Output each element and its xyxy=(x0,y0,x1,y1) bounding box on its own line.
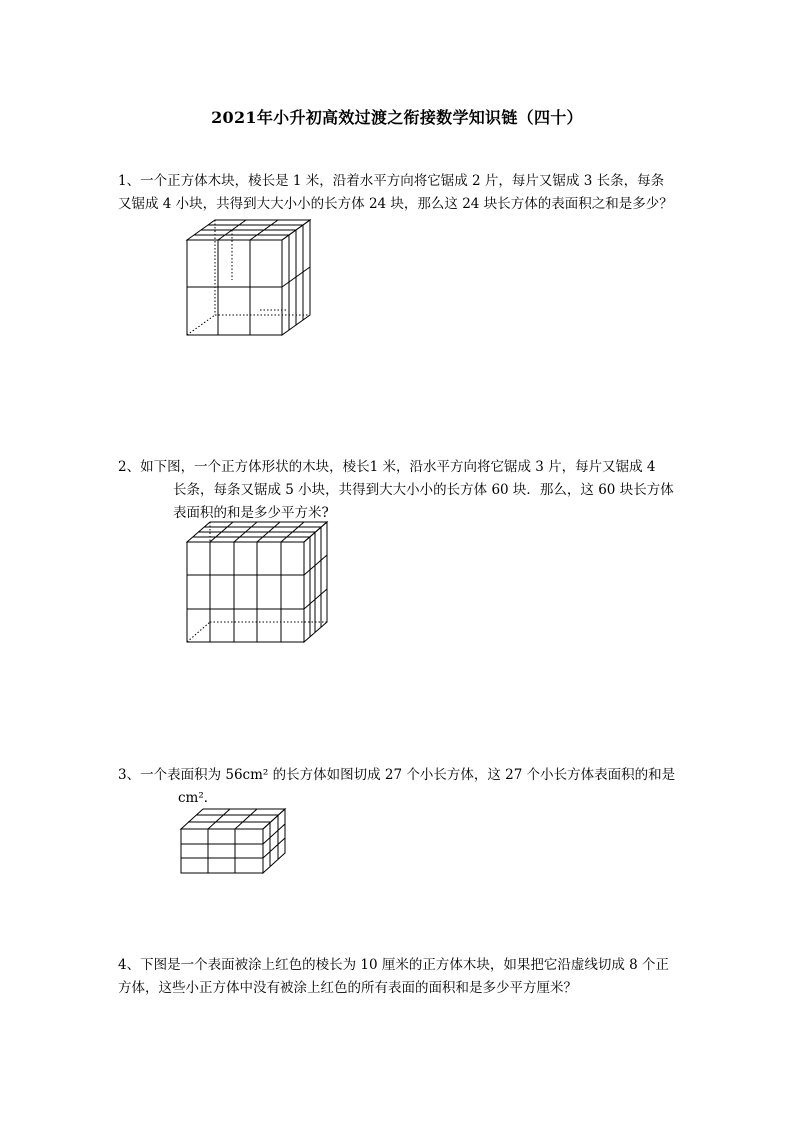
question-2-line-3: 表面积的和是多少平方米? xyxy=(173,505,329,521)
question-1 xyxy=(118,170,673,216)
figure-2-cube xyxy=(180,517,340,647)
question-1-line-1: 1、一个正方体木块，棱长是 1 米，沿着水平方向将它锯成 2 片，每片又锯成 3 长条，每条 xyxy=(118,173,665,189)
question-4-line-1: 4、下图是一个表面被涂上红色的棱长为 10 厘米的正方体木块，如果把它沿虚线切成 8 个正 xyxy=(118,957,670,973)
question-3 xyxy=(118,764,675,810)
question-2-line-2: 长条，每条又锯成 5 小块，共得到大大小小的长方体 60 块．那么，这 60 块长方体 xyxy=(173,482,674,498)
figure-1-cube xyxy=(180,215,340,345)
page-title: 2021年小升初高效过渡之衔接数学知识链（四十） xyxy=(211,108,583,127)
question-4-line-2: 方体，这些小正方体中没有被涂上红色的所有表面的面积和是多少平方厘米？ xyxy=(118,980,577,996)
question-2 xyxy=(118,456,674,525)
figure-3-front-face xyxy=(181,829,263,873)
figure-3-cuboid xyxy=(178,806,308,881)
figure-2-front-face xyxy=(187,542,304,642)
question-2-line-1: 2、如下图，一个正方体形状的木块，棱长1 米，沿水平方向将它锯成 3 片，每片又锯成 4 xyxy=(118,459,656,475)
question-3-line-1: 3、一个表面积为 56cm² 的长方体如图切成 27 个小长方体，这 27 个小长方体表面积的和是 xyxy=(118,767,676,783)
question-4 xyxy=(118,954,669,1000)
question-3-line-2: cm²． xyxy=(178,790,218,806)
figure-3-top-face xyxy=(181,809,285,829)
question-1-line-2: 又锯成 4 小块，共得到大大小小的长方体 24 块，那么这 24 块长方体的表面积之和是多少？ xyxy=(118,196,673,212)
